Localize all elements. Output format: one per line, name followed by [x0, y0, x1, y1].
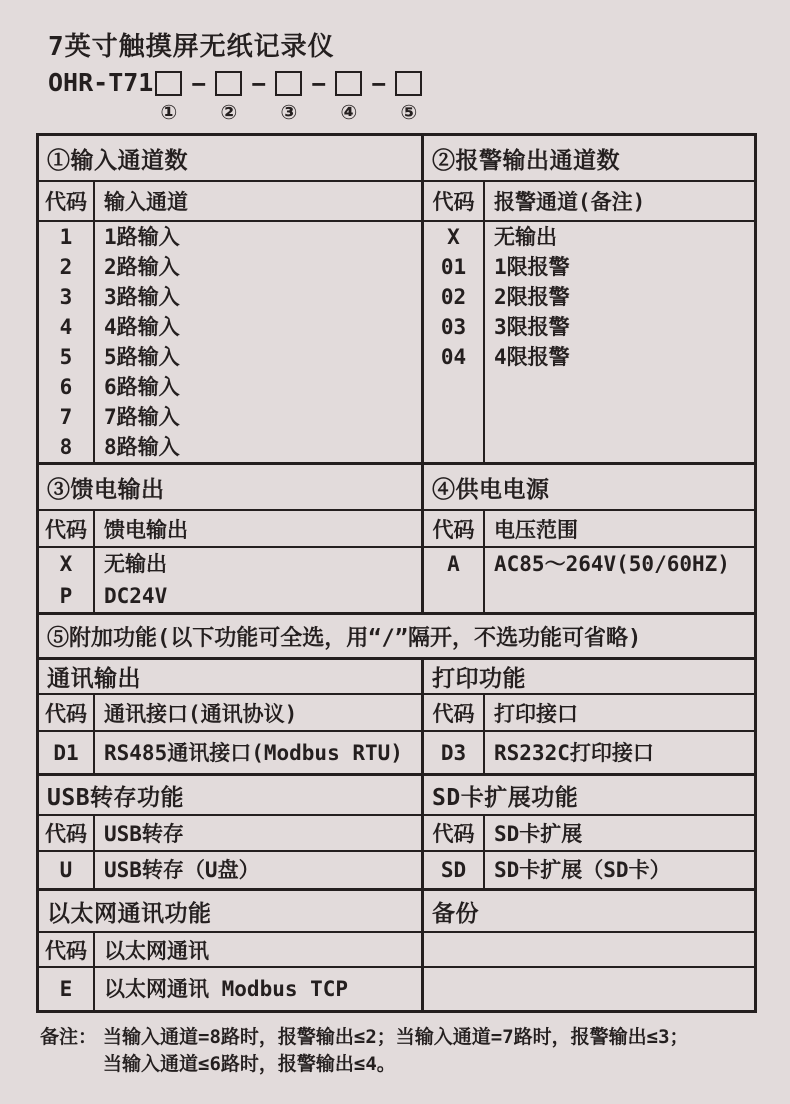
- footnote-label: 备注：: [40, 1026, 98, 1048]
- section1-2-header-band: [39, 136, 754, 182]
- order-code-position-1: [153, 66, 184, 124]
- page-title: 7英寸触摸屏无纸记录仪: [48, 32, 335, 62]
- comm-interface-column-header: 通讯接口(通讯协议): [104, 701, 298, 726]
- desc-value: 6路输入: [104, 375, 180, 399]
- desc-value: 无输出: [104, 552, 167, 576]
- code-value: 7: [59, 405, 73, 429]
- code-value: 01: [440, 255, 467, 279]
- comm-print-subheader-band: [39, 695, 754, 732]
- desc-value: 4路输入: [104, 315, 180, 339]
- order-code-position-4: [333, 66, 364, 124]
- section4-header: ④供电电源: [432, 476, 550, 503]
- input-channel-column-header: 输入通道: [104, 190, 188, 214]
- sd-expansion-header: SD卡扩展功能: [432, 784, 579, 811]
- code-value: 02: [440, 285, 467, 309]
- code-column-header: 代码: [432, 822, 475, 846]
- desc-value: 5路输入: [104, 345, 180, 369]
- code-box-3: [275, 71, 302, 96]
- usb-transfer-header: USB转存功能: [47, 784, 185, 811]
- position-label-5: ⑤: [400, 100, 418, 124]
- order-code-position-2: [213, 66, 244, 124]
- feed-output-column-header: 馈电输出: [104, 517, 188, 542]
- ethernet-comm-column-header: 以太网通讯: [104, 938, 209, 963]
- desc-value: USB转存（U盘）: [104, 858, 260, 882]
- voltage-range-column-header: 电压范围: [494, 517, 578, 542]
- position-label-3: ③: [280, 100, 298, 124]
- dash-separator: −: [191, 70, 207, 98]
- model-prefix: OHR-T71: [48, 68, 154, 97]
- backup-header: 备份: [432, 900, 479, 927]
- usb-sd-header-band: [39, 776, 754, 816]
- desc-value: 无输出: [494, 225, 557, 249]
- print-interface-column-header: 打印接口: [494, 701, 578, 726]
- code-column-header: 代码: [432, 190, 475, 214]
- code-value: U: [59, 858, 73, 882]
- desc-value: RS485通讯接口(Modbus RTU): [104, 740, 403, 765]
- empty-cell: [424, 968, 754, 1010]
- desc-value: 以太网通讯 Modbus TCP: [104, 977, 349, 1001]
- code-value: 4: [59, 315, 73, 339]
- code-value: 03: [440, 315, 467, 339]
- section2-header: ②报警输出通道数: [432, 147, 620, 174]
- dash-separator: −: [371, 70, 387, 98]
- position-label-2: ②: [220, 100, 238, 124]
- code-value: D3: [440, 740, 467, 765]
- code-box-2: [215, 71, 242, 96]
- desc-value: DC24V: [104, 584, 168, 608]
- desc-value: 3路输入: [104, 285, 180, 309]
- section3-4-header-band: [39, 465, 754, 511]
- code-box-4: [335, 71, 362, 96]
- dash-separator: −: [251, 70, 267, 98]
- code-value: E: [59, 977, 73, 1001]
- ethernet-backup-body-band: [39, 968, 754, 1010]
- code-value: X: [59, 552, 73, 576]
- code-value: 5: [59, 345, 73, 369]
- dash-separator: −: [311, 70, 327, 98]
- section3-4-body-band: [39, 548, 754, 615]
- code-box-5: [395, 71, 422, 96]
- usb-transfer-column-header: USB转存: [104, 822, 184, 846]
- desc-value: AC85～264V(50/60HZ): [494, 552, 730, 576]
- ethernet-comm-header: 以太网通讯功能: [47, 900, 212, 927]
- code-column-header: 代码: [432, 701, 475, 726]
- code-column-header: 代码: [432, 517, 475, 542]
- code-column-header: 代码: [45, 822, 87, 846]
- code-value: SD: [440, 858, 467, 882]
- section3-header: ③馈电输出: [47, 476, 165, 503]
- desc-value: 7路输入: [104, 405, 180, 429]
- code-box-1: [155, 71, 182, 96]
- code-value: 8: [59, 435, 73, 459]
- code-column-header: 代码: [45, 517, 87, 542]
- empty-cell: [424, 933, 754, 966]
- usb-sd-subheader-band: [39, 816, 754, 852]
- footnote-line-1: 当输入通道=8路时，报警输出≤2；当输入通道=7路时，报警输出≤3；: [103, 1026, 689, 1048]
- ordering-spec-table: [36, 133, 757, 1013]
- code-value: 2: [59, 255, 73, 279]
- desc-value: RS232C打印接口: [494, 740, 654, 765]
- order-code-position-3: [273, 66, 304, 124]
- print-function-header: 打印功能: [432, 666, 526, 692]
- code-value: 1: [59, 225, 73, 249]
- desc-value: SD卡扩展（SD卡）: [494, 858, 671, 882]
- desc-value: 1限报警: [494, 255, 570, 279]
- code-value: A: [447, 552, 460, 576]
- desc-value: 1路输入: [104, 225, 180, 249]
- desc-value: 3限报警: [494, 315, 570, 339]
- desc-value: 2路输入: [104, 255, 180, 279]
- section3-4-subheader-band: [39, 511, 754, 548]
- code-value: 04: [440, 345, 467, 369]
- section1-2-body-band: [39, 222, 754, 465]
- code-column-header: 代码: [45, 190, 87, 214]
- footnote: [40, 1024, 689, 1078]
- section5-banner-band: [39, 615, 754, 660]
- code-value: D1: [53, 740, 79, 765]
- ethernet-backup-subheader-band: [39, 933, 754, 968]
- position-label-4: ④: [340, 100, 358, 124]
- code-column-header: 代码: [45, 701, 87, 726]
- code-value: P: [59, 584, 73, 608]
- section1-header: ①输入通道数: [47, 147, 188, 174]
- code-column-header: 代码: [45, 938, 87, 963]
- alarm-channel-column-header: 报警通道(备注): [494, 190, 646, 214]
- desc-value: 2限报警: [494, 285, 570, 309]
- model-code: [48, 66, 424, 124]
- section1-2-subheader-band: [39, 182, 754, 222]
- footnote-line-2: 当输入通道≤6路时，报警输出≤4。: [103, 1053, 396, 1075]
- desc-value: 8路输入: [104, 435, 180, 459]
- desc-value: 4限报警: [494, 345, 570, 369]
- order-code-position-5: [393, 66, 424, 124]
- sd-expansion-column-header: SD卡扩展: [494, 822, 583, 846]
- code-value: 3: [59, 285, 73, 309]
- comm-print-body-band: [39, 732, 754, 776]
- usb-sd-body-band: [39, 852, 754, 891]
- code-value: X: [447, 225, 460, 249]
- ethernet-backup-header-band: [39, 891, 754, 933]
- comm-print-header-band: [39, 660, 754, 695]
- position-label-1: ①: [160, 100, 178, 124]
- section5-header: ⑤附加功能(以下功能可全选，用“/”隔开，不选功能可省略): [47, 625, 642, 651]
- code-value: 6: [59, 375, 73, 399]
- comm-output-header: 通讯输出: [47, 666, 141, 692]
